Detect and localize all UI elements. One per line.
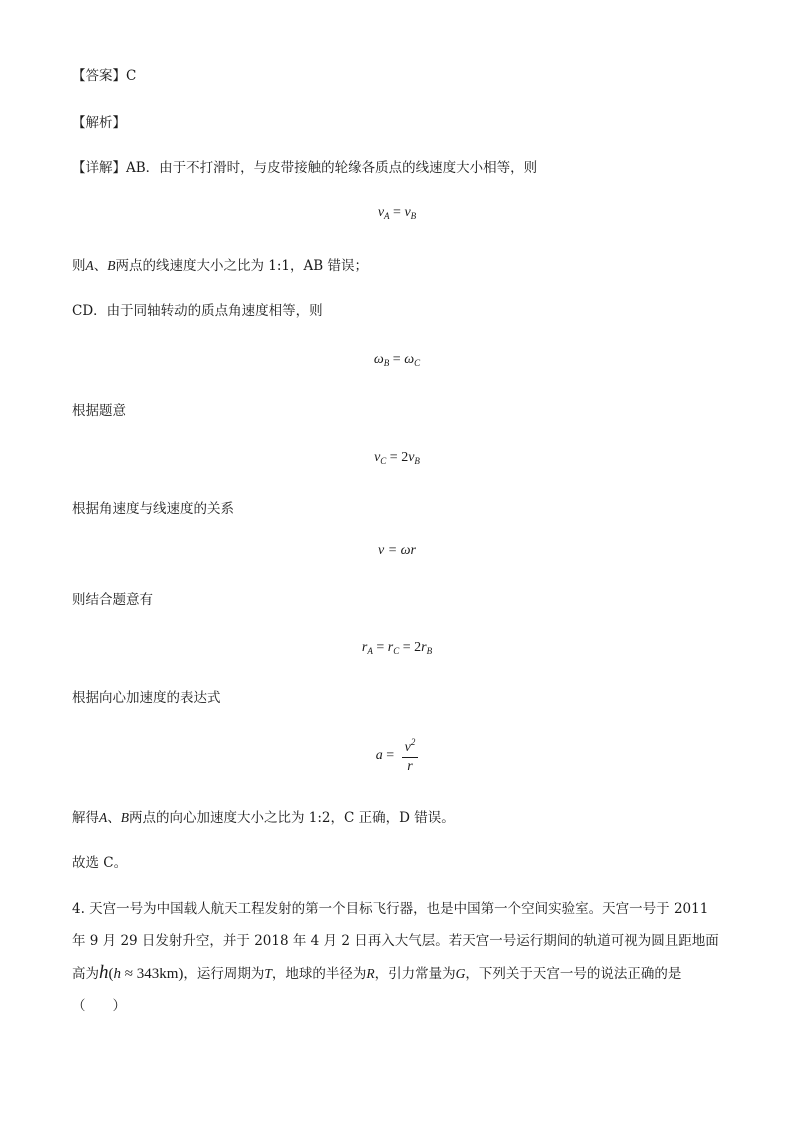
relation-line: 根据角速度与线速度的关系 xyxy=(72,501,234,517)
choose-line: 故选 C。 xyxy=(72,855,128,871)
answer-line: 【答案】C xyxy=(72,68,137,84)
height-expression: h(h ≈ 343km) xyxy=(99,962,184,983)
detail-line: 【详解】AB．由于不打滑时，与皮带接触的轮缘各质点的线速度大小相等，则 xyxy=(72,160,538,176)
combine-line: 则结合题意有 xyxy=(72,592,153,608)
solve-line: 解得A、B两点的向心加速度大小之比为 1:2，C 正确，D 错误。 xyxy=(72,810,455,826)
equation-va-vb: $v_A = v_B$ xyxy=(377,205,417,221)
question-4: 4. 天宫一号为中国载人航天工程发射的第一个目标飞行器，也是中国第一个空间实验室。天宫一号于 2011 年 9 月 29 日发射升空，并于 2018 年 4 月 2 日再入大气层。若天宫一号运行期间的轨道可视为圆且距地面高为h(h ≈ 343km)，运行周期为T，地球的半径为R，引力常量为G，下列关于天宫一号的说法正确的是（ ） xyxy=(72,901,719,1014)
equation-vc-2vb: $v_C = 2v_B$ xyxy=(374,450,420,466)
equation-a-v2-over-r: a = $\frac{v^2}{r}$ xyxy=(0,737,794,775)
by-problem-line: 根据题意 xyxy=(72,403,126,419)
equation-wb-wc: $\omega_B = \omega_C$ xyxy=(373,352,421,368)
equation-radii: $r_A = r_C = 2r_B$ xyxy=(361,640,433,656)
analysis-label: 【解析】 xyxy=(72,115,126,131)
linear-speed-ratio-line: 则A、B两点的线速度大小之比为 1:1，AB 错误； xyxy=(72,258,368,274)
centripetal-line: 根据向心加速度的表达式 xyxy=(72,690,221,706)
equation-v-wr: v = ωr xyxy=(378,543,416,558)
fraction: $\frac{v^2}{r}$ xyxy=(402,737,419,775)
cd-line: CD．由于同轴转动的质点角速度相等，则 xyxy=(72,303,323,319)
